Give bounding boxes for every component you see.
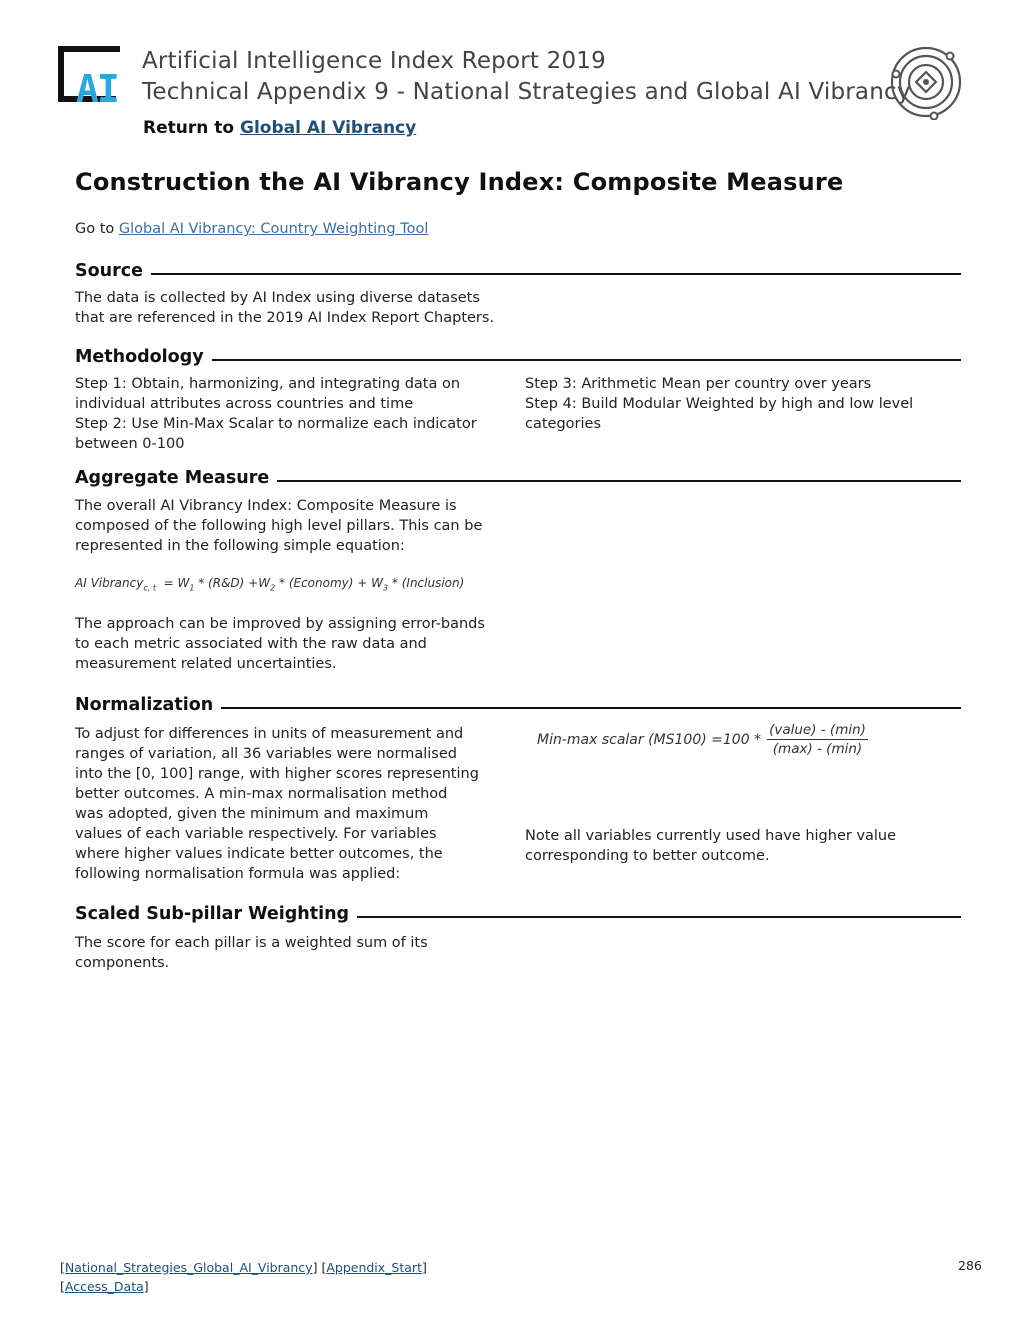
methodology-heading: [75, 345, 961, 369]
aggregate-divider: [277, 480, 961, 482]
normalization-heading: [75, 693, 961, 717]
normalization-note: Note all variables currently used have higher value corresponding to better outcome.: [525, 828, 897, 864]
eq-term-inclusion: * (Inclusion): [388, 576, 465, 590]
scaled-weighting-heading-label: Scaled Sub-pillar Weighting: [75, 904, 350, 924]
scaled-weighting-heading: [75, 902, 961, 926]
ai-index-logo: [58, 46, 130, 110]
source-heading-label: Source: [75, 261, 143, 281]
methodology-step-2: Step 2: Use Min-Max Scalar to normalize each indicator between 0-100: [75, 416, 477, 452]
vibrancy-equation: [75, 576, 464, 592]
formula-denominator: (max) - (min): [772, 741, 863, 757]
formula-lhs: Min-max scalar (MS100) =100 *: [537, 731, 762, 748]
aggregate-heading-label: Aggregate Measure: [75, 468, 270, 488]
country-weighting-tool-link[interactable]: Global AI Vibrancy: Country Weighting Tool: [118, 221, 429, 237]
formula-fraction: [767, 722, 868, 757]
min-max-formula: [537, 722, 868, 757]
eq-lhs: AI Vibrancy: [75, 576, 144, 590]
logo-text: AI: [76, 67, 118, 111]
normalization-text: To adjust for differences in units of measurement and ranges of variation, all 36 variables were normalised into the [0, 100] range, with higher scores representing better outcomes. A min-max normalisation method was adopted, given the minimum and maximum values of each variable respectively. For variables where higher values indicate better outcomes, the following normalisation formula was applied:: [75, 726, 479, 882]
report-title: Artificial Intelligence Index Report 2019: [142, 48, 606, 74]
eq-term-economy: * (Economy) + W: [275, 576, 383, 590]
methodology-step-3: Step 3: Arithmetic Mean per country over years: [525, 376, 872, 392]
national-strategies-link[interactable]: National_Strategies_Global_AI_Vibrancy: [64, 1260, 313, 1275]
page-number: 286: [958, 1258, 982, 1273]
scaled-weighting-divider: [357, 916, 961, 918]
source-divider: [151, 273, 961, 275]
methodology-heading-label: Methodology: [75, 347, 204, 367]
footer-line-2: [Access_Data]: [60, 1279, 149, 1294]
footer-line-1: [National_Strategies_Global_AI_Vibrancy] [Appendix_Start]: [60, 1260, 427, 1275]
methodology-right-column: [525, 374, 945, 434]
eq-w2-subscript: 2: [270, 583, 276, 593]
aggregate-heading: [75, 466, 961, 490]
goto-prefix: Go to: [75, 221, 115, 237]
appendix-start-link[interactable]: Appendix_Start: [326, 1260, 422, 1275]
eq-w3-subscript: 3: [383, 583, 389, 593]
methodology-left-column: [75, 374, 485, 454]
scaled-weighting-text: The score for each pillar is a weighted sum of its components.: [75, 935, 428, 971]
eq-term-rd: * (R&D) +W: [194, 576, 271, 590]
methodology-step-4: Step 4: Build Modular Weighted by high and low level categories: [525, 396, 914, 432]
eq-lhs-subscript: c, t: [143, 583, 156, 593]
eq-w1: = W: [163, 576, 190, 590]
return-line: [143, 118, 416, 138]
normalization-divider: [221, 707, 961, 709]
chapter-emblem-icon: [888, 44, 964, 120]
page-title: Construction the AI Vibrancy Index: Composite Measure: [75, 168, 844, 196]
eq-w1-subscript: 1: [189, 583, 195, 593]
logo-bracket-tick: [108, 46, 120, 52]
source-text: The data is collected by AI Index using diverse datasets that are referenced in the 2019 AI Index Report Chapters.: [75, 290, 495, 326]
access-data-link[interactable]: Access_Data: [64, 1279, 144, 1294]
methodology-step-1: Step 1: Obtain, harmonizing, and integrating data on individual attributes across countries and time: [75, 376, 461, 412]
methodology-divider: [212, 359, 961, 361]
normalization-heading-label: Normalization: [75, 695, 214, 715]
return-prefix: Return to: [143, 118, 235, 138]
footer-nav: [60, 1258, 427, 1296]
aggregate-intro: The overall AI Vibrancy Index: Composite Measure is composed of the following high level pillars. This can be represented in the following simple equation:: [75, 498, 483, 554]
formula-numerator: (value) - (min): [769, 722, 866, 738]
goto-line: [75, 221, 428, 237]
aggregate-improvement: The approach can be improved by assigning error-bands to each metric associated with the raw data and measurement related uncertainties.: [75, 616, 485, 672]
global-ai-vibrancy-link[interactable]: Global AI Vibrancy: [239, 118, 417, 138]
report-subtitle: Technical Appendix 9 - National Strategies and Global AI Vibrancy: [142, 79, 911, 105]
source-heading: [75, 259, 961, 283]
